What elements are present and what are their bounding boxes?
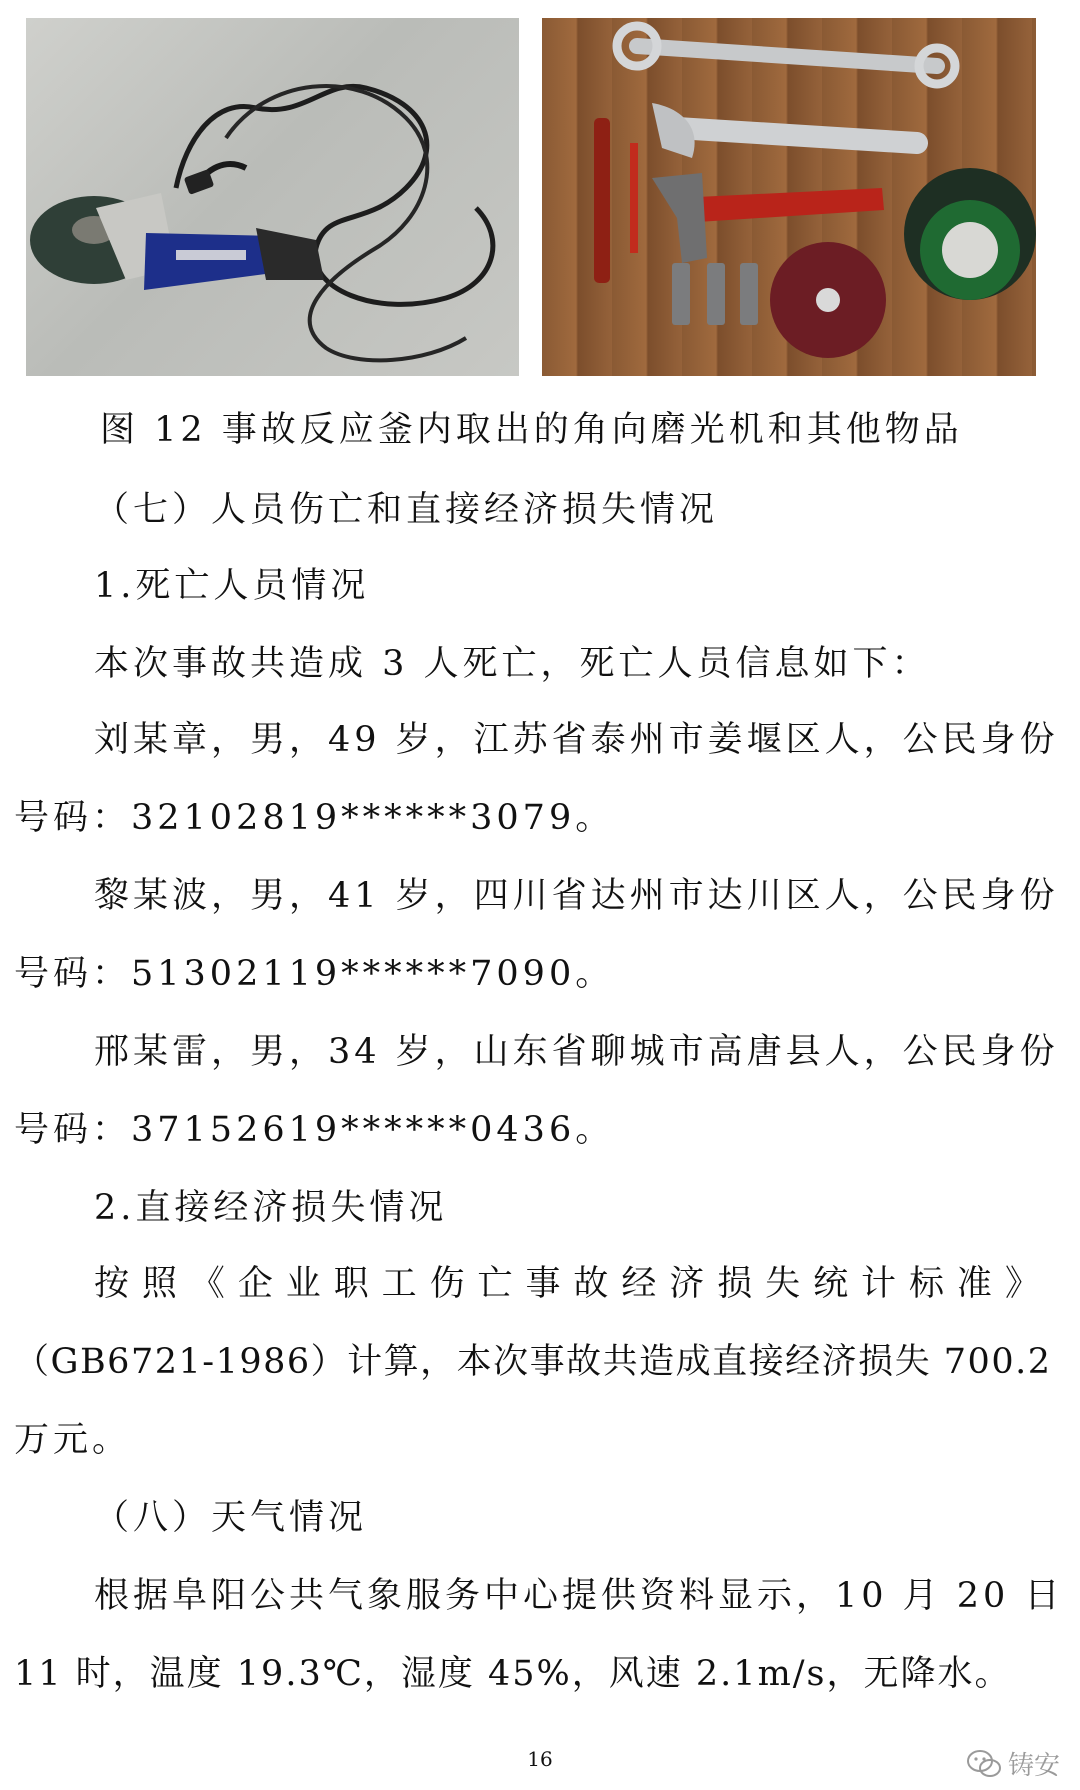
loss-char: 损 <box>717 1264 753 1304</box>
loss-line-1 <box>94 1262 1040 1306</box>
tools-photo <box>542 18 1036 376</box>
loss-char: 企 <box>237 1264 273 1304</box>
loss-char: 伤 <box>429 1264 465 1304</box>
weather-line-1: 根据阜阳公共气象服务中心提供资料显示，10 月 20 日 <box>94 1576 1064 1616</box>
loss-char: 统 <box>813 1264 849 1304</box>
loss-char: 》 <box>1004 1264 1040 1304</box>
section-7-heading: （七）人员伤亡和直接经济损失情况 <box>94 490 719 530</box>
figure-caption: 图 12 事故反应釜内取出的角向磨光机和其他物品 <box>100 410 963 450</box>
loss-char: 照 <box>141 1264 177 1304</box>
account-watermark <box>966 1745 1060 1782</box>
page-number: 16 <box>527 1747 553 1771</box>
loss-char: 失 <box>765 1264 801 1304</box>
loss-char: 业 <box>285 1264 321 1304</box>
casualty-intro: 本次事故共造成 3 人死亡，死亡人员信息如下： <box>94 644 931 684</box>
loss-char: 亡 <box>477 1264 513 1304</box>
subsection-2-heading: 2.直接经济损失情况 <box>94 1188 448 1228</box>
victim-3-line-2: 号码：37152619******0436。 <box>14 1110 615 1150</box>
victim-2-line-1: 黎某波，男，41 岁，四川省达州市达川区人，公民身份 <box>94 876 1059 916</box>
section-8-heading: （八）天气情况 <box>94 1498 368 1538</box>
loss-char: 按 <box>94 1264 130 1304</box>
wechat-icon <box>966 1749 1002 1779</box>
loss-char: 职 <box>333 1264 369 1304</box>
loss-char: 济 <box>669 1264 705 1304</box>
angle-grinder-photo <box>26 18 519 376</box>
loss-char: 经 <box>621 1264 657 1304</box>
loss-char: 《 <box>189 1264 225 1304</box>
loss-line-2: （GB6721-1986）计算，本次事故共造成直接经济损失 700.2 <box>14 1342 1052 1382</box>
loss-char: 事 <box>525 1264 561 1304</box>
loss-char: 故 <box>573 1264 609 1304</box>
weather-line-2: 11 时，温度 19.3℃，湿度 45%，风速 2.1m/s，无降水。 <box>14 1654 1012 1694</box>
loss-char: 标 <box>908 1264 944 1304</box>
angle-grinder-illustration <box>26 18 519 376</box>
victim-2-line-2: 号码：51302119******7090。 <box>14 954 615 994</box>
loss-char: 计 <box>861 1264 897 1304</box>
loss-line-3: 万元。 <box>14 1420 132 1460</box>
victim-1-line-2: 号码：32102819******3079。 <box>14 798 615 838</box>
loss-char: 准 <box>956 1264 992 1304</box>
tools-illustration <box>542 18 1036 376</box>
watermark-text: 铸安 <box>1008 1751 1061 1781</box>
victim-3-line-1: 邢某雷，男，34 岁，山东省聊城市高唐县人，公民身份 <box>94 1032 1059 1072</box>
subsection-1-heading: 1.死亡人员情况 <box>94 566 370 606</box>
loss-char: 工 <box>381 1264 417 1304</box>
victim-1-line-1: 刘某章，男，49 岁，江苏省泰州市姜堰区人，公民身份 <box>94 720 1059 760</box>
